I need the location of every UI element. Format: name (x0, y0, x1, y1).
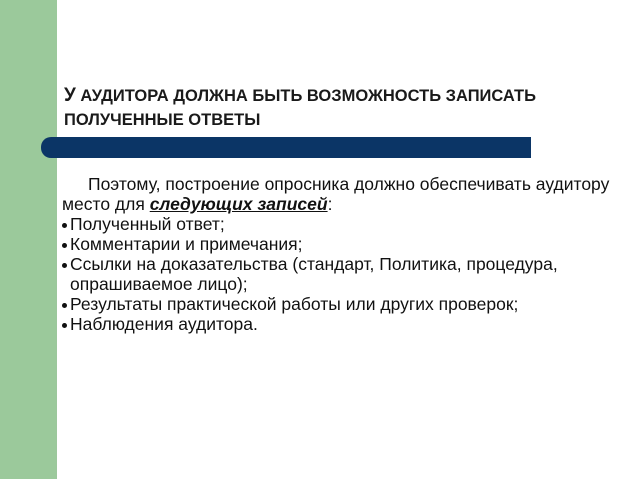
decorative-green-strip (0, 150, 56, 479)
title-initial: У (64, 85, 76, 106)
bullet-icon (62, 263, 67, 268)
bullet-icon (62, 303, 67, 308)
bullet-icon (62, 223, 67, 228)
slide-title (64, 84, 604, 132)
list-item-text: Результаты практической работы или других проверок; (70, 294, 519, 314)
bullet-icon (62, 243, 67, 248)
intro-text: Поэтому, построение опросника должно обеспечивать аудитору место для (62, 174, 610, 214)
list-item-text: Ссылки на доказательства (стандарт, Политика, процедура, опрашиваемое лицо); (70, 254, 558, 294)
list-item (62, 234, 622, 254)
list-item-text: Полученный ответ; (70, 214, 225, 234)
intro-emphasis: следующих записей (149, 194, 328, 214)
list-item-text: Наблюдения аудитора. (70, 314, 258, 334)
list-item (62, 214, 622, 234)
list-item (62, 314, 622, 334)
bullet-list (62, 214, 622, 334)
intro-end: : (327, 194, 333, 214)
intro-paragraph (62, 174, 622, 214)
slide-body (62, 174, 622, 334)
list-item (62, 294, 622, 314)
list-item-text: Комментарии и примечания; (70, 234, 303, 254)
list-item (62, 254, 622, 294)
bullet-icon (62, 323, 67, 328)
title-text: АУДИТОРА ДОЛЖНА БЫТЬ ВОЗМОЖНОСТЬ ЗАПИСАТЬ ПОЛУЧЕННЫЕ ОТВЕТЫ (64, 87, 536, 129)
title-underline-bar (41, 137, 531, 158)
